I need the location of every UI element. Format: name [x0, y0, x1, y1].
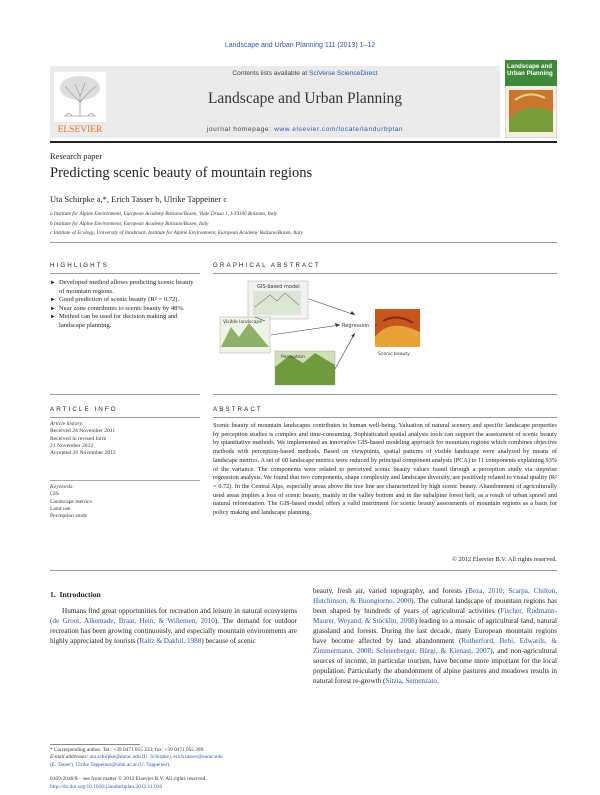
email-links-cont[interactable]: (E. Tasser), Ulrike.Tappeiner@uibk.ac.at (U. Tappeiner). — [50, 761, 171, 768]
journal-reference[interactable]: Landscape and Urban Planning 111 (2013) 1–12 — [224, 42, 376, 49]
highlights-bottom-rule — [50, 394, 200, 395]
keyword: Land use — [50, 505, 71, 512]
abstract-rule — [213, 417, 557, 418]
citation-link[interactable]: de Groot, Alkemade, Braat, Hein, & Willemen, 2010 — [52, 617, 215, 625]
abstract-heading: ABSTRACT — [213, 406, 263, 413]
citation-link[interactable]: Fischer, Rudmann-Maurer, Weyand, & Stöcklin, 2008 — [313, 607, 557, 625]
intro-column-2 — [313, 586, 557, 686]
keywords-rule — [50, 480, 200, 481]
citation-link[interactable]: Rutherford, Bebi, Edwards, & Zimmermann, 2008; Schneeberger, Bürgi, & Kienast, 2007 — [313, 637, 557, 655]
history-line: Received in revised form — [50, 435, 107, 442]
author-list[interactable]: Uta Schirpke a,*, Erich Tasser b, Ulrike Tappeiner c — [50, 194, 228, 204]
homepage-prefix: journal homepage: — [206, 126, 275, 133]
citation-link[interactable]: Raitz & Dakhil, 1988 — [139, 637, 202, 645]
copyright-notice: © 2012 Elsevier B.V. All rights reserved. — [451, 556, 557, 563]
citation-link[interactable]: Sitzia, Semenzato, — [385, 677, 439, 685]
contents-line — [110, 70, 500, 77]
ga-label-regression: Regression — [342, 323, 370, 329]
citation-link[interactable]: Beza, 2010; Scarpa, Chilton, Hutchinson, & Buongiorno, 2000 — [313, 587, 557, 605]
article-history — [50, 421, 116, 457]
bottom-info — [50, 775, 350, 791]
keyword: GIS — [50, 491, 60, 498]
journal-title: Landscape and Urban Planning — [207, 90, 403, 107]
highlight-item: ► Developed method allows predicting scenic beauty of mountain regions. — [50, 279, 200, 296]
journal-cover-image — [505, 60, 557, 138]
keyword: Landscape metrics — [50, 498, 92, 505]
intro-text: Humans find great opportunities for recreation and leisure in natural ecosystems ( — [50, 607, 297, 625]
intro-text: ) because of scenic — [201, 637, 256, 645]
highlights-rule — [50, 273, 200, 274]
highlights-heading: HIGHLIGHTS — [50, 262, 109, 269]
intro-text: ). The cultural landscape of mountain regions has been shaped by hundreds of years of agricultural activities ( — [313, 597, 557, 615]
graphical-abstract-heading: GRAPHICAL ABSTRACT — [213, 262, 321, 269]
keywords-title: Keywords: — [50, 484, 75, 490]
footnote-rule — [50, 744, 140, 745]
issn-line: 0169-2046/$ – see front matter © 2012 Elsevier B.V. All rights reserved. — [50, 776, 207, 782]
ga-label-perception: Perception — [281, 355, 305, 360]
history-line: Received 24 November 2011 — [50, 428, 116, 435]
doi-link[interactable]: http://dx.doi.org/10.1016/j.landurbplan.2012.11.010 — [50, 784, 163, 790]
affiliation-b: b Institute for Alpine Environment, European Academy Bolzano/Bozen, Italy — [50, 221, 209, 227]
intro-heading — [50, 590, 101, 599]
affiliation-c: c Institute of Ecology, University of Innsbruck, Institute for Alpine Environment, European Academy Bolzano/Bozen, Italy — [50, 230, 303, 236]
corresponding-author-note: * Corresponding author. Tel.: +39 0471 055 333; fax: +39 0471 055 399. — [50, 747, 205, 753]
email-prefix: E-mail addresses: — [50, 754, 90, 761]
history-title: Article history: — [50, 421, 85, 427]
graphical-abstract-rule — [213, 273, 557, 274]
article-info-heading: ARTICLE INFO — [50, 406, 118, 413]
affiliation-a: a Institute for Alpine Environment, European Academy Bolzano/Bozen, Viale Druso 1, I-39100 Bolzano, Italy — [50, 211, 278, 217]
paper-type: Research paper — [50, 151, 103, 161]
journal-homepage — [110, 126, 500, 133]
homepage-link[interactable]: www.elsevier.com/locate/landurbplan — [274, 126, 404, 133]
cover-title: Landscape and Urban Planning — [507, 63, 553, 77]
history-line: 21 November 2012 — [50, 442, 94, 449]
header-rule — [50, 141, 557, 143]
intro-number: 1. — [50, 590, 56, 599]
ga-label-scenic: Scenic beauty — [378, 352, 410, 357]
contents-prefix: Contents lists available at — [232, 70, 310, 77]
history-line: Accepted 26 November 2012 — [50, 450, 116, 457]
intro-text: ), and non-agricultural sources of income, in particular tourism, have become more important for the local population. Particularly the abandonment of alpine pastures and meadows results in natural forest re-growth ( — [313, 647, 557, 685]
intro-text: beauty, fresh air, varied topography, and forests ( — [313, 587, 469, 595]
email-links[interactable]: uta.schirpke@eurac.edu (U. Schirpke), erich.tasser@eurac.edu — [89, 754, 223, 761]
graphical-abstract-bottom-rule — [213, 394, 557, 395]
highlight-item: ► Near zone contributes to scenic beauty by 48%. — [50, 305, 200, 314]
article-info-rule — [50, 417, 200, 418]
intro-text: ) leading to a mosaic of agricultural land, natural grassland and forests. During the last decade, many European mountain regions have become affected by land abandonment ( — [313, 617, 557, 645]
keyword: Perception study — [50, 513, 88, 520]
sciencedirect-link[interactable]: SciVerse ScienceDirect — [309, 70, 378, 77]
elsevier-logo[interactable] — [50, 66, 110, 138]
footnote — [50, 747, 300, 769]
highlights-list — [50, 279, 200, 331]
ga-label-gis: GIS-based model — [257, 284, 300, 290]
publisher-name: ELSEVIER — [57, 125, 103, 135]
intro-title: Introduction — [59, 590, 101, 599]
intro-column-1 — [50, 606, 297, 646]
abstract-text: Scenic beauty of mountain landscapes contributes to human well-being. Valuation of natural scenery and specific landscape properties by perception studies is complex and time-consuming. Sophisticated spatial analysis tools can support the assessment of scenic beauty by quantitative methods. We implemented an innovative GIS-based modeling approach for mountain regions which combines objective methods with perception-based methods. Based on viewpoints, spatial patterns of visible landscape were analyzed by means of landscape metrics. A set of 60 landscape metrics were reduced by principal component analysis (PCA) to 11 components explaining 93% of the variance. The components were related to perceived scenic beauty values found through a perception study via stepwise regression analysis. We found that two components, shape complexity and landscape diversity, are positively related to visual quality (R² = 0.72). In the Central Alps, especially areas above the tree line are characterized by high scenic beauty. Abandonment of agriculturally used areas implies a loss of scenic beauty, mainly in the valley bottom and in the subalpine forest belt, as a result of urban sprawl and natural reforestation. The GIS-based model offers a valid instrument for scenic beauty assessments of mountain regions as a basis for policy making and landscape planning. — [213, 422, 557, 517]
ga-label-visible: Visible landscape — [223, 320, 263, 325]
keywords — [50, 484, 92, 520]
affiliation-rule — [50, 242, 557, 243]
highlight-item: ► Good prediction of scenic beauty (R² = 0.72). — [50, 296, 200, 305]
intro-text: ). The demand for outdoor recreation has been growing continuously, and especially mountain environments are highly appreciated by tourists ( — [50, 617, 297, 645]
highlight-item: ► Method can be used for decision making and landscape planning. — [50, 313, 200, 330]
abstract-body — [213, 422, 557, 518]
abstract-bottom-rule — [50, 570, 557, 571]
paper-title: Predicting scenic beauty of mountain regions — [50, 165, 313, 181]
graphical-abstract-figure — [215, 277, 425, 387]
